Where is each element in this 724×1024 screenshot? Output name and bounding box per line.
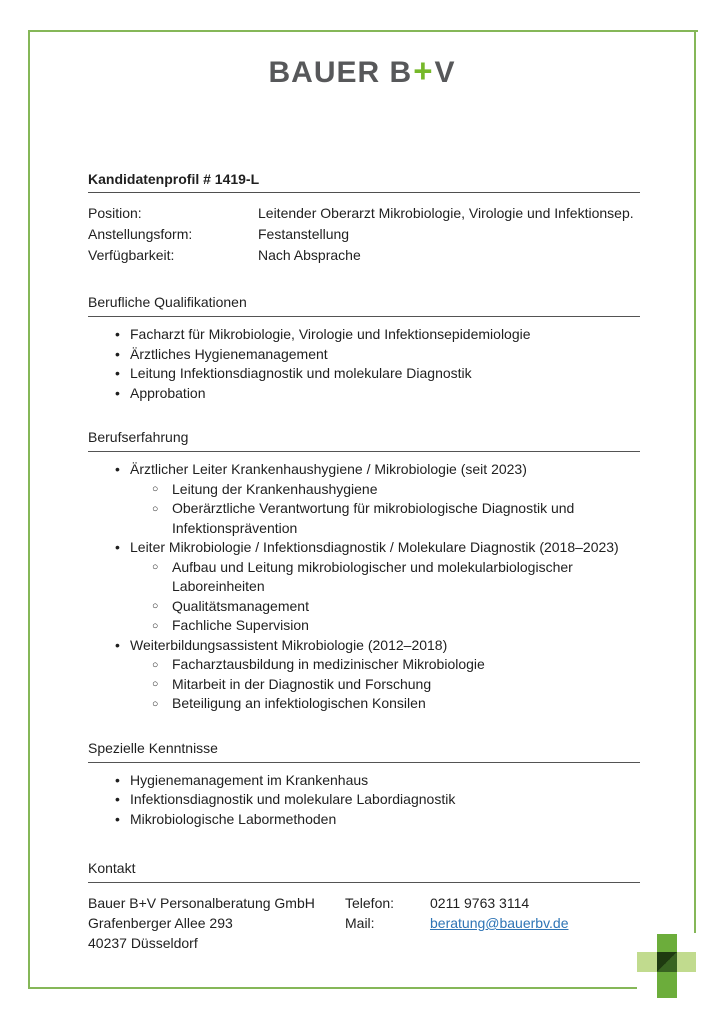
circle-bullet-icon: ○ [152, 619, 159, 632]
bullet-text: Approbation [130, 384, 206, 401]
sub-bullet-item [88, 558, 640, 597]
sub-bullet-item [88, 675, 640, 695]
field-label: Anstellungsform: [88, 226, 193, 242]
circle-bullet-icon: ○ [152, 483, 159, 495]
sub-bullet-text: Facharztausbildung in medizinischer Mikrobiologie [172, 656, 485, 672]
sub-bullet-text: Aufbau und Leitung mikrobiologischer und molekularbiologischer Laboreinheiten [172, 558, 573, 594]
sub-bullet-item [88, 499, 640, 538]
field-value: Festanstellung [258, 226, 350, 242]
mail-label: Mail: [345, 915, 375, 931]
sub-bullet-text: Fachliche Supervision [172, 617, 309, 633]
contact-body [88, 893, 640, 953]
bullet-item [88, 345, 640, 365]
circle-bullet-icon: ○ [152, 502, 159, 515]
contact-city: 40237 Düsseldorf [88, 935, 198, 951]
circle-bullet-icon: ○ [152, 658, 159, 671]
bullet-item [88, 790, 640, 810]
sub-bullet-text: Oberärztliche Verantwortung für mikrobiologische Diagnostik und Infektionsprävention [172, 500, 575, 536]
bullet-item [88, 636, 640, 656]
field-label: Position: [88, 205, 142, 221]
document-content [88, 0, 640, 953]
bullet-item [88, 384, 640, 404]
logo-plus-icon: + [413, 52, 434, 89]
bullet-text: Ärztliches Hygienemanagement [130, 345, 328, 362]
sub-bullet-item [88, 655, 640, 675]
page-border-left [28, 30, 30, 989]
contact-street: Grafenberger Allee 293 [88, 915, 233, 931]
section-spezielle-kenntnisse [88, 739, 640, 830]
profile-field-row [88, 203, 640, 224]
circle-bullet-icon: ○ [152, 600, 159, 612]
bullet-icon: • [115, 326, 120, 342]
sub-bullet-item [88, 694, 640, 714]
contact-phone-row [345, 893, 569, 913]
sub-bullet-text: Beteiligung an infektiologischen Konsilen [172, 695, 426, 711]
bullet-icon: • [115, 365, 120, 381]
sub-bullet-item [88, 480, 640, 500]
bullet-icon: • [115, 636, 120, 653]
bullet-item [88, 538, 640, 558]
profile-title: Kandidatenprofil # 1419-L [88, 170, 640, 193]
sub-bullet-item [88, 597, 640, 617]
bullet-text: Infektionsdiagnostik und molekulare Labordiagnostik [130, 791, 456, 807]
phone-label: Telefon: [345, 895, 395, 911]
field-value: Leitender Oberarzt Mikrobiologie, Virologie und Infektionsep. [258, 205, 634, 221]
bullet-list [88, 325, 640, 403]
bullet-icon: • [115, 810, 120, 827]
bullet-item [88, 364, 640, 384]
bullet-text: Leiter Mikrobiologie / Infektionsdiagnostik / Molekulare Diagnostik (2018–2023) [130, 539, 619, 555]
contact-details [345, 893, 569, 953]
sub-bullet-text: Leitung der Krankenhaushygiene [172, 480, 378, 497]
profile-fields [88, 203, 640, 266]
bullet-item [88, 460, 640, 480]
profile-field-row [88, 245, 640, 266]
contact-address [88, 893, 345, 953]
profile-field-row [88, 224, 640, 245]
logo-text-right: V [434, 56, 456, 89]
circle-bullet-icon: ○ [152, 697, 159, 710]
field-value: Nach Absprache [258, 247, 361, 263]
bullet-text: Facharzt für Mikrobiologie, Virologie und Infektionsepidemiologie [130, 326, 531, 342]
bullet-icon: • [115, 771, 120, 788]
bullet-text: Mikrobiologische Labormethoden [130, 810, 337, 827]
bullet-list [88, 460, 640, 714]
bullet-item [88, 325, 640, 345]
contact-title: Kontakt [88, 859, 640, 883]
bullet-icon: • [115, 539, 120, 555]
circle-bullet-icon: ○ [152, 678, 159, 690]
bullet-text: Hygienemanagement im Krankenhaus [130, 771, 369, 788]
phone-value: 0211 9763 3114 [430, 895, 530, 911]
circle-bullet-icon: ○ [152, 561, 159, 573]
section-berufliche-qualifikationen [88, 293, 640, 403]
logo-text-left: BAUER B [268, 56, 413, 89]
bullet-text: Ärztlicher Leiter Krankenhaushygiene / Mikrobiologie (seit 2023) [130, 461, 527, 477]
section-title: Berufliche Qualifikationen [88, 293, 640, 317]
contact-mail-row [345, 913, 569, 933]
bullet-text: Weiterbildungsassistent Mikrobiologie (2012–2018) [130, 636, 448, 653]
sections-container [88, 293, 640, 829]
brand-cross-intersection [657, 952, 677, 972]
sub-bullet-text: Qualitätsmanagement [172, 597, 309, 614]
section-title: Spezielle Kenntnisse [88, 739, 640, 763]
bullet-icon: • [115, 345, 120, 362]
bullet-icon: • [115, 384, 120, 401]
contact-company: Bauer B+V Personalberatung GmbH [88, 895, 315, 911]
mail-link[interactable]: beratung@bauerbv.de [430, 915, 569, 931]
section-kontakt [88, 859, 640, 953]
sub-bullet-text: Mitarbeit in der Diagnostik und Forschung [172, 675, 432, 692]
page-border-right [694, 30, 696, 933]
sub-bullet-item [88, 616, 640, 636]
section-title: Berufserfahrung [88, 428, 640, 452]
bullet-icon: • [115, 461, 120, 477]
page-border-bottom [28, 987, 637, 989]
bullet-item [88, 771, 640, 791]
bullet-icon: • [115, 791, 120, 807]
section-berufserfahrung [88, 428, 640, 714]
field-label: Verfügbarkeit: [88, 247, 175, 263]
bullet-text: Leitung Infektionsdiagnostik und molekulare Diagnostik [130, 365, 472, 381]
bullet-item [88, 810, 640, 830]
bullet-list [88, 771, 640, 830]
